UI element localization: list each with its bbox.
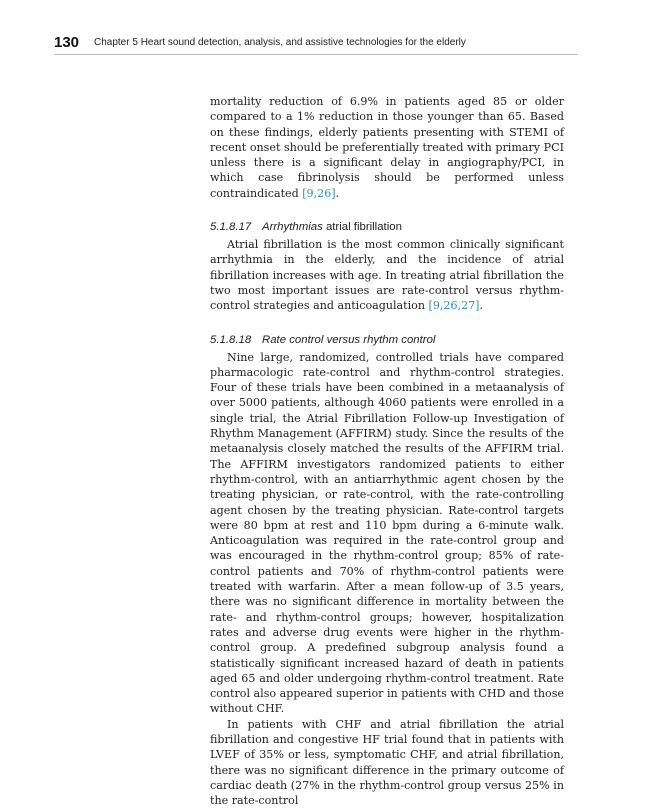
arrhythmias-paragraph-end: .: [479, 299, 484, 313]
chapter-title: Chapter 5 Heart sound detection, analysis, and assistive technologies for the elderly: [94, 37, 466, 48]
arrhythmias-paragraph-text: Atrial fibrillation is the most common clinically significant arrhythmia in the elderly, and the incidence of atrial fibrillation increases with age. In treating atrial fibrillation the two most important issues are rate-control versus rhythm-control strategies and anticoagulation: [210, 238, 564, 313]
arrhythmias-citation-link[interactable]: [9,26,27]: [428, 299, 480, 313]
section-title: Rate control versus rhythm control: [262, 333, 436, 346]
section-heading-arrhythmias: [210, 220, 564, 235]
section-number: 5.1.8.18: [210, 333, 252, 346]
running-header: [54, 34, 578, 55]
rate-control-paragraph-2: In patients with CHF and atrial fibrillation the atrial fibrillation and congestive HF trial found that in patients with LVEF of 35% or less, symptomatic CHF, and atrial fibrillation, there was no significant difference in the primary outcome of cardiac death (27% in the rhythm-control group versus 25% in the rate-control: [210, 717, 564, 808]
intro-paragraph-end: .: [335, 186, 340, 200]
intro-paragraph-text: mortality reduction of 6.9% in patients aged 85 or older compared to a 1% reduction in those younger than 65. Based on these findings, elderly patients presenting with STEMI of recent onset should be preferentially treated with primary PCI unless there is a significant delay in angiography/PCI, in which case fibrinolysis should be performed unless contraindicated: [210, 95, 564, 200]
page-number: 130: [54, 34, 80, 51]
intro-citation-link[interactable]: [9,26]: [302, 186, 336, 200]
section-heading-rate-control: [210, 333, 564, 348]
section-title-italic: Arrhythmias: [262, 221, 323, 234]
arrhythmias-paragraph: [210, 237, 564, 313]
section-title-plain: atrial fibrillation: [325, 221, 402, 234]
section-number: 5.1.8.17: [210, 221, 252, 234]
page-body: [210, 94, 564, 808]
intro-paragraph: [210, 94, 564, 201]
rate-control-paragraph-1: Nine large, randomized, controlled trials have compared pharmacologic rate-control and rhythm-control strategies. Four of these trials have been combined in a metaanalysis of over 5000 patients, although 4060 patients were enrolled in a single trial, the Atrial Fibrillation Follow-up Investigation of Rhythm Management (AFFIRM) study. Since the results of the metaanalysis closely matched the results of the AFFIRM trial. The AFFIRM investigators randomized patients to either rhythm-control, with an antiarrhythmic agent chosen by the treating physician, or rate-control, with the rate-controlling agent chosen by the treating physician. Rate-control targets were 80 bpm at rest and 110 bpm during a 6-minute walk. Anticoagulation was required in the rate-control group and was encouraged in the rhythm-control group; 85% of rate-control patients and 70% of rhythm-control patients were treated with warfarin. After a mean follow-up of 3.5 years, there was no significant difference in mortality between the rate- and rhythm-control groups; however, hospitalization rates and adverse drug events were higher in the rhythm-control group. A predefined subgroup analysis found a statistically significant increased hazard of death in patients aged 65 and older undergoing rhythm-control treatment. Rate control also appeared superior in patients with CHD and those without CHF.: [210, 350, 564, 716]
